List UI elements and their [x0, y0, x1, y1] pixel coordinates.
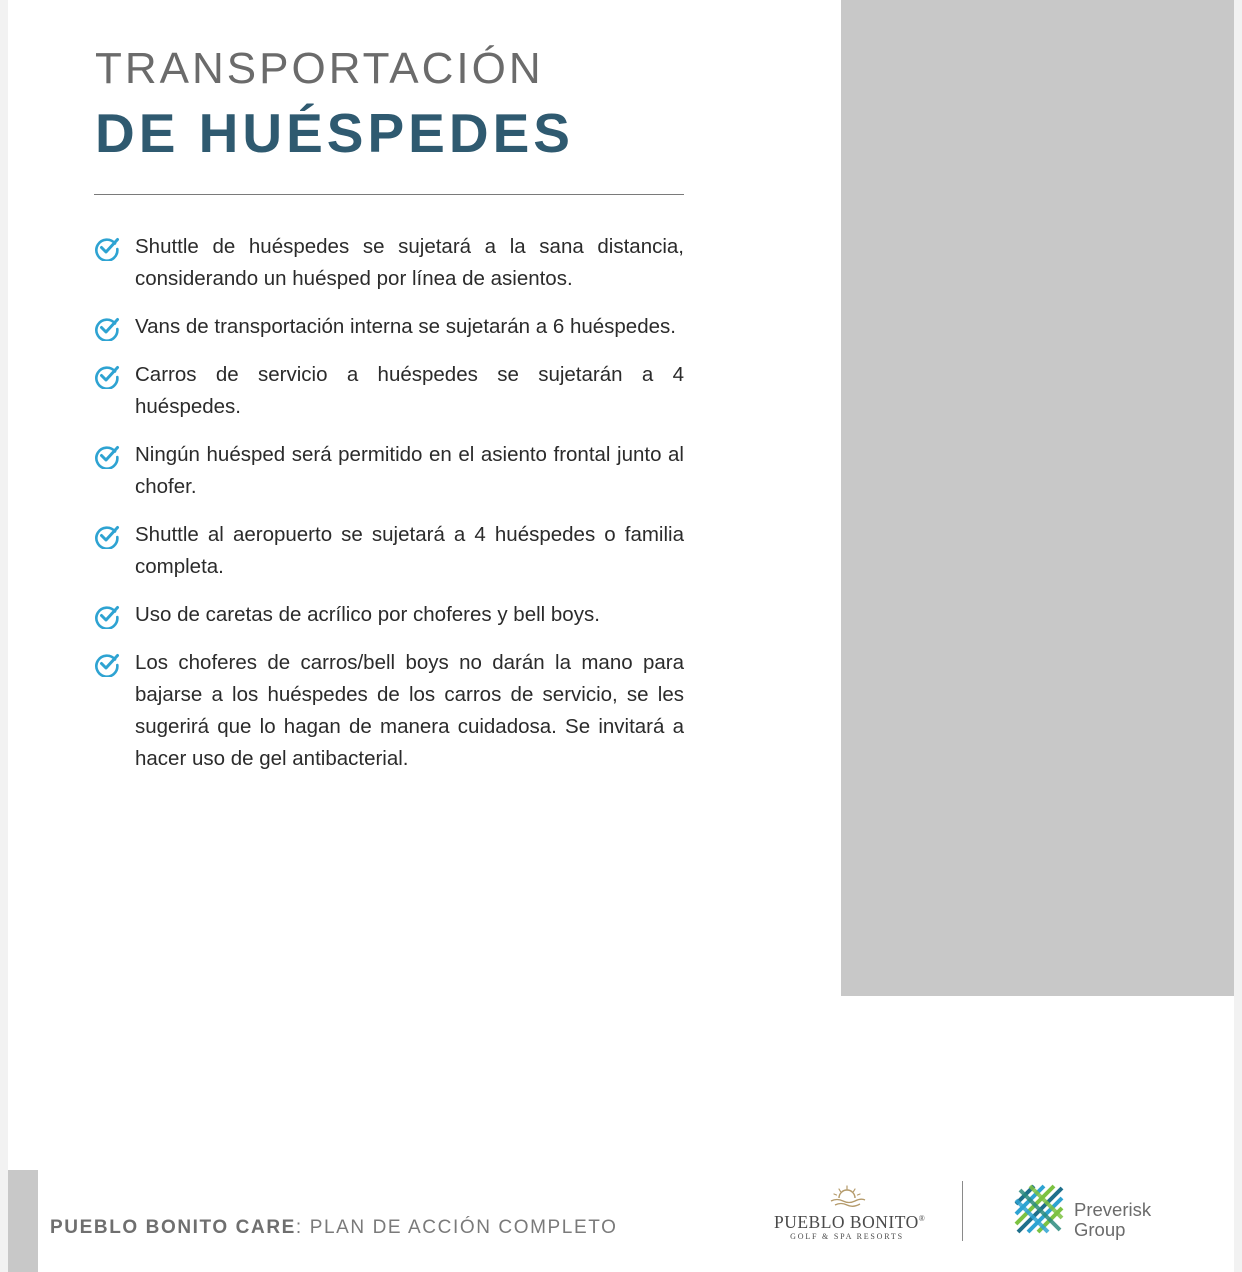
logo-divider	[962, 1181, 963, 1241]
check-circle-icon	[94, 235, 120, 261]
title-divider	[94, 194, 684, 195]
footer-subtitle: PLAN DE ACCIÓN COMPLETO	[309, 1217, 618, 1238]
list-item	[94, 647, 684, 775]
list-item-text: Shuttle al aeropuerto se sujetará a 4 huéspedes o familia completa.	[135, 523, 684, 578]
list-item-text: Vans de transportación interna se sujetarán a 6 huéspedes.	[135, 315, 676, 338]
footer-gray-tab	[8, 1170, 38, 1272]
pueblo-bonito-logo	[774, 1184, 926, 1246]
preverisk-name: Preverisk	[1074, 1199, 1152, 1220]
footer-brand: PUEBLO BONITO CARE	[50, 1217, 296, 1238]
registered-mark: ®	[918, 1214, 926, 1223]
list-item-text: Carros de servicio a huéspedes se sujetarán a 4 huéspedes.	[135, 363, 684, 418]
list-item	[94, 311, 684, 343]
list-item	[94, 599, 684, 631]
list-item	[94, 359, 684, 423]
list-item	[94, 439, 684, 503]
list-item-text: Shuttle de huéspedes se sujetará a la sana distancia, considerando un huésped por línea de asientos.	[135, 235, 684, 290]
sun-waves-icon	[827, 1184, 867, 1210]
list-item	[94, 231, 684, 295]
list-item-text: Ningún huésped será permitido en el asiento frontal junto al chofer.	[135, 443, 684, 498]
check-circle-icon	[94, 651, 120, 677]
side-gray-panel	[841, 0, 1234, 996]
check-circle-icon	[94, 603, 120, 629]
check-circle-icon	[94, 363, 120, 389]
list-item-text: Uso de caretas de acrílico por choferes y bell boys.	[135, 603, 600, 626]
check-circle-icon	[94, 443, 120, 469]
page-title-line2: DE HUÉSPEDES	[95, 102, 574, 164]
check-circle-icon	[94, 315, 120, 341]
list-item	[94, 519, 684, 583]
preverisk-group: Group	[1074, 1219, 1126, 1240]
preverisk-mark-icon	[1012, 1182, 1068, 1238]
page-title-line1: TRANSPORTACIÓN	[95, 44, 544, 93]
preverisk-logo-text	[1074, 1200, 1151, 1240]
pueblo-bonito-name: PUEBLO BONITO	[774, 1211, 919, 1232]
measures-list	[94, 231, 684, 791]
document-page	[8, 0, 1234, 1272]
footer-caption	[50, 1216, 617, 1240]
footer-separator: :	[295, 1217, 310, 1238]
pueblo-bonito-tagline: GOLF & SPA RESORTS	[790, 1231, 904, 1241]
list-item-text: Los choferes de carros/bell boys no darán la mano para bajarse a los huéspedes de los carros de servicio, se les sugerirá que lo hagan de manera cuidadosa. Se invitará a hacer uso de gel antibacterial.	[135, 651, 684, 770]
check-circle-icon	[94, 523, 120, 549]
